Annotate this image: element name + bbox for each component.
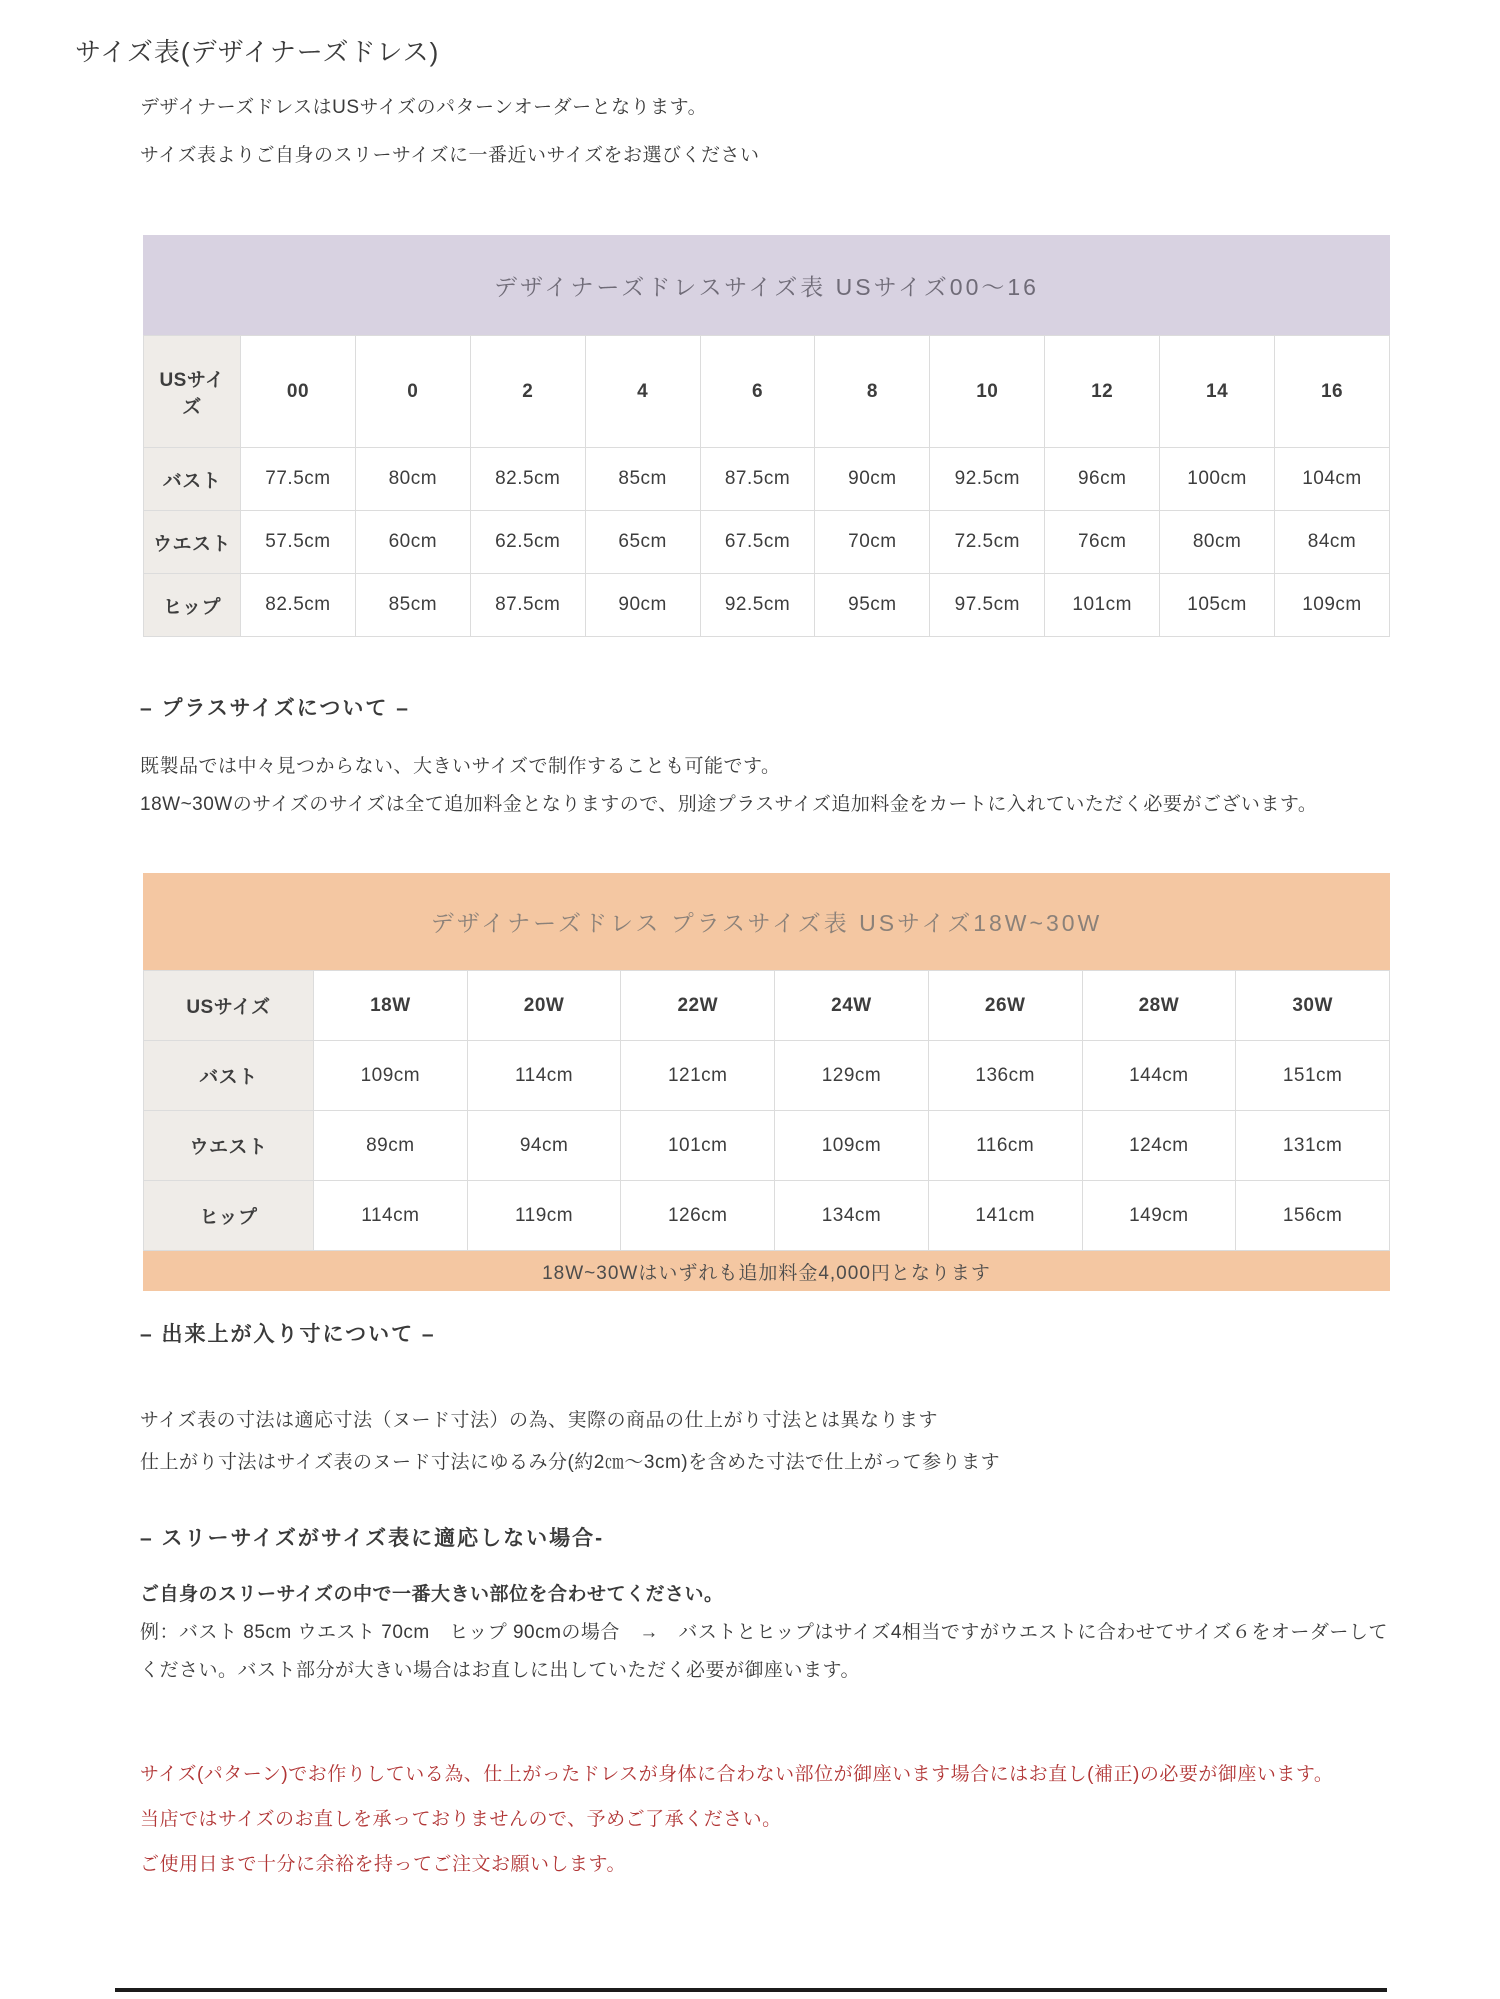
- size-header-value: 14: [1160, 336, 1275, 448]
- plus-size-body: 既製品では中々見つからない、大きいサイズで制作することも可能です。 18W~30Wのサイズのサイズは全て追加料金となりますので、別途プラスサイズ追加料金をカートに入れていただく必要がございます。: [140, 756, 1318, 815]
- size-header-value: 28W: [1082, 971, 1236, 1041]
- measurement-cell: 82.5cm: [241, 574, 356, 637]
- plus-table-footer-note: 18W~30Wはいずれも追加料金4,000円となります: [143, 1251, 1390, 1291]
- size-header-value: 30W: [1236, 971, 1390, 1041]
- measurement-cell: 141cm: [928, 1181, 1082, 1251]
- measurement-cell: 144cm: [1082, 1041, 1236, 1111]
- size-header-value: 6: [700, 336, 815, 448]
- measurement-cell: 101cm: [621, 1111, 775, 1181]
- size-header-value: 16: [1275, 336, 1390, 448]
- bottom-divider: [115, 1988, 1387, 1992]
- intro-line-1: デザイナーズドレスはUSサイズのパターンオーダーとなります。: [140, 97, 708, 118]
- size-header-value: 20W: [467, 971, 621, 1041]
- size-mismatch-heading: – スリーサイズがサイズ表に適応しない場合-: [140, 1527, 605, 1550]
- measurement-cell: 65cm: [585, 511, 700, 574]
- size-header-value: 8: [815, 336, 930, 448]
- size-header-value: 00: [241, 336, 356, 448]
- measurement-cell: 105cm: [1160, 574, 1275, 637]
- measurement-cell: 70cm: [815, 511, 930, 574]
- measurement-cell: 121cm: [621, 1041, 775, 1111]
- measurement-cell: 85cm: [355, 574, 470, 637]
- measurement-cell: 80cm: [1160, 511, 1275, 574]
- measurement-cell: 95cm: [815, 574, 930, 637]
- finished-size-body: サイズ表の寸法は適応寸法（ヌード寸法）の為、実際の商品の仕上がり寸法とは異なります 仕上がり寸法はサイズ表のヌード寸法にゆるみ分(約2㎝〜3cm)を含めた寸法で仕上がって参ります: [140, 1410, 1001, 1473]
- measurement-cell: 89cm: [314, 1111, 468, 1181]
- measurement-cell: 87.5cm: [700, 448, 815, 511]
- measurement-cell: 124cm: [1082, 1111, 1236, 1181]
- measurement-cell: 114cm: [467, 1041, 621, 1111]
- finished-size-heading: – 出来上が入り寸について –: [140, 1323, 436, 1346]
- measurement-cell: 62.5cm: [470, 511, 585, 574]
- measurement-cell: 90cm: [815, 448, 930, 511]
- standard-size-table-section: [143, 235, 1390, 637]
- row-label: ウエスト: [144, 511, 241, 574]
- table-row: [144, 1041, 1390, 1111]
- plus-size-heading: – プラスサイズについて –: [140, 697, 410, 720]
- table-row: [144, 448, 1390, 511]
- measurement-cell: 87.5cm: [470, 574, 585, 637]
- row-label: ウエスト: [144, 1111, 314, 1181]
- measurement-cell: 97.5cm: [930, 574, 1045, 637]
- measurement-cell: 92.5cm: [930, 448, 1045, 511]
- measurement-cell: 134cm: [775, 1181, 929, 1251]
- measurement-cell: 60cm: [355, 511, 470, 574]
- measurement-cell: 101cm: [1045, 574, 1160, 637]
- standard-table-caption: デザイナーズドレスサイズ表 USサイズ00〜16: [143, 235, 1390, 335]
- size-header-value: 18W: [314, 971, 468, 1041]
- standard-size-table: [143, 335, 1390, 637]
- measurement-cell: 72.5cm: [930, 511, 1045, 574]
- row-label: ヒップ: [144, 574, 241, 637]
- measurement-cell: 85cm: [585, 448, 700, 511]
- size-header-label: USサイズ: [144, 336, 241, 448]
- plus-size-table-section: [143, 873, 1390, 1291]
- measurement-cell: 126cm: [621, 1181, 775, 1251]
- intro-line-2: サイズ表よりご自身のスリーサイズに一番近いサイズをお選びください: [140, 145, 760, 166]
- measurement-cell: 149cm: [1082, 1181, 1236, 1251]
- table-row: [144, 511, 1390, 574]
- size-header-value: 12: [1045, 336, 1160, 448]
- table-header-row: [144, 971, 1390, 1041]
- size-header-label: USサイズ: [144, 971, 314, 1041]
- table-row: [144, 1111, 1390, 1181]
- measurement-cell: 104cm: [1275, 448, 1390, 511]
- page-title: サイズ表(デザイナーズドレス): [75, 37, 440, 67]
- plus-size-table: [143, 970, 1390, 1251]
- table-row: [144, 574, 1390, 637]
- measurement-cell: 131cm: [1236, 1111, 1390, 1181]
- alteration-notice: サイズ(パターン)でお作りしている為、仕上がったドレスが身体に合わない部位が御座います場合にはお直し(補正)の必要が御座います。 当店ではサイズのお直しを承っておりませんので、予めご了承ください。 ご使用日まで十分に余裕を持ってご注文お願いします。: [140, 1764, 1334, 1875]
- row-label: バスト: [144, 1041, 314, 1111]
- size-header-value: 24W: [775, 971, 929, 1041]
- table-row: [144, 1181, 1390, 1251]
- measurement-cell: 151cm: [1236, 1041, 1390, 1111]
- measurement-cell: 156cm: [1236, 1181, 1390, 1251]
- measurement-cell: 119cm: [467, 1181, 621, 1251]
- measurement-cell: 100cm: [1160, 448, 1275, 511]
- size-mismatch-body: 例：バスト 85cm ウエスト 70cm ヒップ 90cmの場合 → バストとヒップはサイズ4相当ですがウエストに合わせてサイズ６をオーダーしてください。バスト部分が大きい場合はお直しに出していただく必要が御座います。: [140, 1622, 1388, 1681]
- measurement-cell: 82.5cm: [470, 448, 585, 511]
- size-header-value: 10: [930, 336, 1045, 448]
- measurement-cell: 109cm: [775, 1111, 929, 1181]
- plus-table-caption: デザイナーズドレス プラスサイズ表 USサイズ18W~30W: [143, 873, 1390, 970]
- measurement-cell: 129cm: [775, 1041, 929, 1111]
- measurement-cell: 94cm: [467, 1111, 621, 1181]
- size-mismatch-bold-line: ご自身のスリーサイズの中で一番大きい部位を合わせてください。: [140, 1584, 724, 1605]
- measurement-cell: 67.5cm: [700, 511, 815, 574]
- measurement-cell: 116cm: [928, 1111, 1082, 1181]
- row-label: ヒップ: [144, 1181, 314, 1251]
- measurement-cell: 90cm: [585, 574, 700, 637]
- size-header-value: 26W: [928, 971, 1082, 1041]
- size-header-value: 0: [355, 336, 470, 448]
- measurement-cell: 114cm: [314, 1181, 468, 1251]
- measurement-cell: 84cm: [1275, 511, 1390, 574]
- size-header-value: 22W: [621, 971, 775, 1041]
- measurement-cell: 109cm: [1275, 574, 1390, 637]
- row-label: バスト: [144, 448, 241, 511]
- size-header-value: 2: [470, 336, 585, 448]
- table-header-row: [144, 336, 1390, 448]
- measurement-cell: 76cm: [1045, 511, 1160, 574]
- size-header-value: 4: [585, 336, 700, 448]
- measurement-cell: 109cm: [314, 1041, 468, 1111]
- measurement-cell: 136cm: [928, 1041, 1082, 1111]
- measurement-cell: 57.5cm: [241, 511, 356, 574]
- measurement-cell: 92.5cm: [700, 574, 815, 637]
- measurement-cell: 96cm: [1045, 448, 1160, 511]
- measurement-cell: 80cm: [355, 448, 470, 511]
- measurement-cell: 77.5cm: [241, 448, 356, 511]
